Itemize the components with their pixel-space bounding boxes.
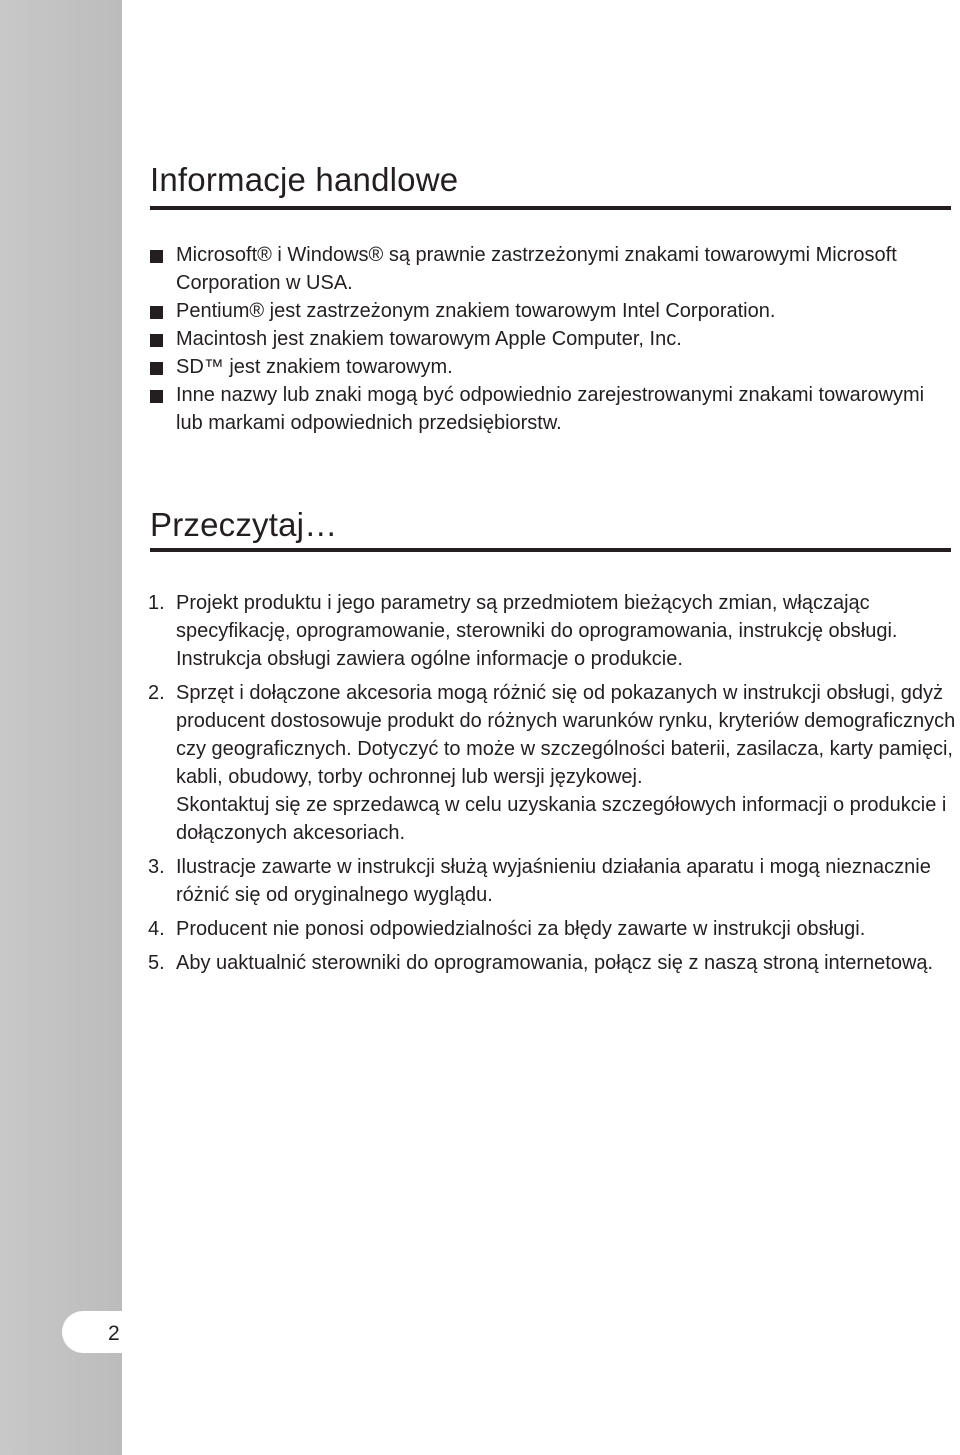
title-rule [150, 206, 951, 210]
item-number: 3. [148, 856, 165, 878]
list-item-text: Microsoft® i Windows® są prawnie zastrzeżonymi znakami towarowymi Microsoft Corporation w USA. [176, 244, 897, 294]
numbered-item [148, 589, 960, 673]
item-paragraph: Sprzęt i dołączone akcesoria mogą różnić się od pokazanych w instrukcji obsługi, gdyż producent dostosowuje produkt do różnych warunków rynku, kryteriów demograficznych czy geograficznych. Dotyczyć to może w szczególności baterii, zasilacza, karty pamięci, kabli, obudowy, torby ochronnej lub wersji językowej. [176, 682, 956, 788]
item-paragraph: Projekt produktu i jego parametry są przedmiotem bieżących zmian, włączając specyfikację, oprogramowanie, sterowniki do oprogramowania, instrukcję obsługi. Instrukcja obsługi zawiera ogólne informacje o produkcie. [176, 592, 898, 670]
item-paragraph: Aby uaktualnić sterowniki do oprogramowania, połącz się z naszą stroną internetową. [176, 952, 934, 974]
trademark-list [150, 241, 950, 437]
list-item [150, 297, 950, 325]
square-bullet-icon [150, 390, 163, 403]
numbered-item [148, 679, 960, 847]
item-number: 1. [148, 592, 165, 614]
list-item [150, 325, 950, 353]
square-bullet-icon [150, 250, 163, 263]
list-item [150, 381, 950, 437]
list-item-text: Macintosh jest znakiem towarowym Apple Computer, Inc. [176, 328, 682, 350]
list-item-text: Inne nazwy lub znaki mogą być odpowiednio zarejestrowanymi znakami towarowymi lub markami odpowiednich przedsiębiorstw. [176, 384, 925, 434]
page-tab [62, 1311, 132, 1353]
list-item-text: SD™ jest znakiem towarowym. [176, 356, 453, 378]
page-number: 2 [108, 1322, 120, 1345]
notice-list [148, 589, 960, 983]
numbered-item [148, 915, 960, 943]
item-paragraph: Producent nie ponosi odpowiedzialności za błędy zawarte w instrukcji obsługi. [176, 918, 866, 940]
square-bullet-icon [150, 306, 163, 319]
item-paragraph: Skontaktuj się ze sprzedawcą w celu uzyskania szczegółowych informacji o produkcie i dołączonych akcesoriach. [176, 794, 947, 844]
list-item [150, 241, 950, 297]
numbered-item [148, 949, 960, 977]
item-number: 2. [148, 682, 165, 704]
item-number: 4. [148, 918, 165, 940]
numbered-item [148, 853, 960, 909]
title-rule [150, 548, 951, 552]
list-item [150, 353, 950, 381]
section-title-read: Przeczytaj… [150, 506, 338, 543]
square-bullet-icon [150, 334, 163, 347]
item-paragraph: Ilustracje zawarte w instrukcji służą wyjaśnieniu działania aparatu i mogą nieznacznie różnić się od oryginalnego wyglądu. [176, 856, 931, 906]
list-item-text: Pentium® jest zastrzeżonym znakiem towarowym Intel Corporation. [176, 300, 776, 322]
item-number: 5. [148, 952, 165, 974]
square-bullet-icon [150, 362, 163, 375]
side-bar [0, 0, 122, 1455]
section-title-trademarks: Informacje handlowe [150, 161, 459, 198]
